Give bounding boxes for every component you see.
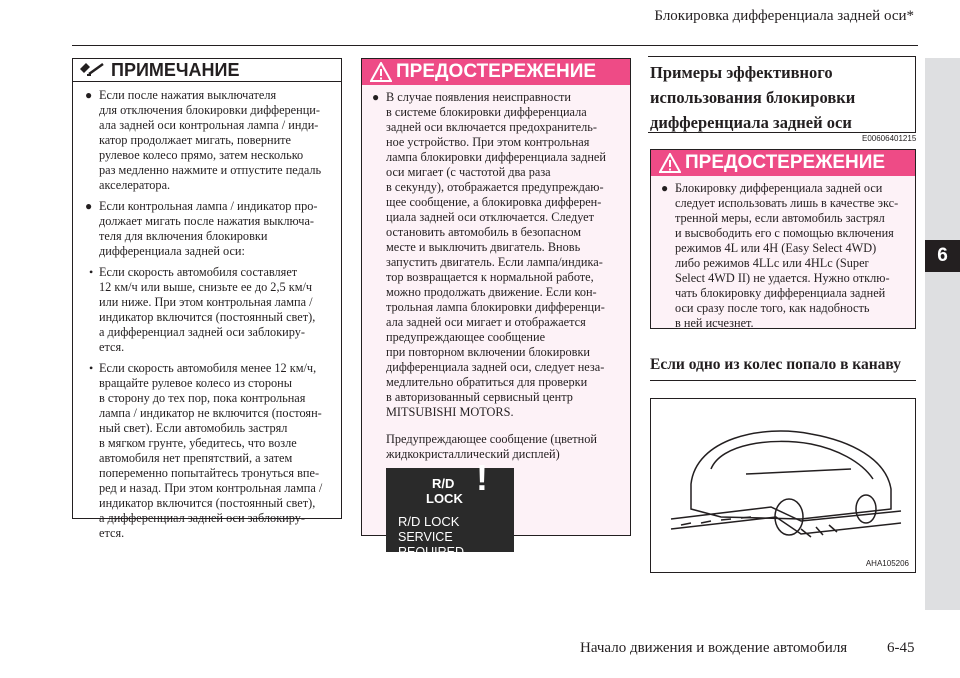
note-box bbox=[72, 58, 342, 540]
sub-bullet-dot: • bbox=[89, 361, 94, 375]
note-bullet bbox=[85, 88, 335, 193]
subsection-heading: Если одно из колес попало в канаву bbox=[650, 356, 902, 373]
display-caption: Предупреждающее сообщение (цветной жидкокристаллический дисплей) bbox=[386, 432, 597, 461]
display-line-rd: R/D bbox=[432, 476, 455, 491]
bullet-dot: ● bbox=[85, 199, 93, 213]
sub-bullet-dot: • bbox=[89, 265, 94, 279]
warning-body bbox=[651, 176, 915, 328]
note-header bbox=[73, 59, 341, 82]
figure-code: AHA105206 bbox=[865, 559, 909, 568]
note-subitem-text: Если скорость автомобиля составляет 12 км/ч или выше, снизьте ее до 2,5 км/ч или ниже. При этом контрольная лампа / индикатор включится (постоянный свет), а дифференциал задней оси заблокиру- ется. bbox=[99, 265, 316, 354]
section-code: E00606401215 bbox=[862, 134, 917, 143]
display-line-rdlock: R/D LOCK bbox=[398, 514, 460, 529]
warning-bullet-text: В случае появления неисправности в системе блокировки дифференциала задней оси включается предохранитель- ное устройство. При этом контрольная лампа блокировки дифференциала задней оси мигает (с частотой два раза в секунду), отображается предупреждаю- щее сообщение, а блокировка дифферен- циала задней оси отключается. Следует остановить автомобиль в безопасном месте и выключить двигатель. Вновь запустить двигатель. Если лампа/индика- тор возвращается к нормальной работе, можно продолжать движение. Если кон- трольная лампа блокировки дифференци- ала задней оси мигает и отображается предупреждающее сообщение при повторном включении блокировки дифференциала задней оси, следует неза- медлительно обратиться для проверки в авторизованный сервисный центр MITSUBISHI MOTORS. bbox=[386, 90, 606, 419]
section-rule-top bbox=[648, 56, 916, 57]
note-subitem-text: Если скорость автомобиля менее 12 км/ч, вращайте рулевое колесо из стороны в сторону до тех пор, пока контрольная лампа / индикатор не включится (постоян- ный свет). Если автомобиль застрял в мягком грунте, убедитесь, что возле автомобиля нет препятствий, а затем попеременно попытайтесь тронуться впе- ред и назад. При этом контрольная лампа / индикатор включится (постоянный свет), а дифференциал задней оси заблокиру- ется. bbox=[99, 361, 323, 540]
section-title: Примеры эффективного использования блокировки дифференциала задней оси bbox=[650, 63, 856, 132]
warning-bullet bbox=[372, 90, 624, 559]
pencil-note-icon bbox=[79, 60, 105, 81]
section-rule-side bbox=[915, 56, 916, 133]
warning-box-right bbox=[650, 149, 916, 329]
car-ditch-figure bbox=[650, 398, 916, 573]
warning-heading: ПРЕДОСТЕРЕЖЕНИЕ bbox=[685, 152, 886, 173]
page-number: 6-45 bbox=[887, 640, 915, 656]
warning-header bbox=[651, 150, 915, 176]
warning-display-image bbox=[386, 457, 514, 559]
running-header: Блокировка дифференциала задней оси* bbox=[654, 8, 914, 24]
bullet-dot: ● bbox=[372, 90, 380, 104]
note-subitem bbox=[85, 361, 335, 541]
chapter-sidebar bbox=[925, 58, 960, 610]
note-bullet bbox=[85, 199, 335, 259]
display-line-lock: LOCK bbox=[426, 491, 463, 506]
warning-header bbox=[362, 59, 630, 85]
section-rule-bottom bbox=[648, 132, 916, 133]
display-line-service: SERVICE REQUIRED bbox=[398, 530, 464, 559]
car-illustration bbox=[651, 399, 915, 549]
warning-bullet bbox=[661, 181, 909, 331]
note-bullet-text: Если после нажатия выключателя для отключения блокировки дифференци- ала задней оси контрольная лампа / инди- катор продолжает мигать, поверните рулевое колесо прямо, затем несколько раз медленно нажмите и отпустите педаль акселератора. bbox=[99, 88, 322, 192]
warning-body bbox=[362, 85, 630, 559]
note-bullet-text: Если контрольная лампа / индикатор про- должает мигать после нажатия выключа- теля для включения блокировки дифференциала задней оси: bbox=[99, 199, 318, 258]
warning-bullet-text: Блокировку дифференциала задней оси следует использовать лишь в качестве экс- тренной меры, если автомобиль застрял и высвободить его с помощью включения режимов 4L или 4H (Easy Select 4WD) либо режимов 4LLc или 4HLc (Super Select 4WD II) не удается. Нужно отклю- чать блокировку дифференциала задней оси сразу после того, как надобность в ней исчезнет. bbox=[675, 181, 899, 330]
footer-chapter: Начало движения и вождение автомобиля bbox=[580, 640, 848, 656]
note-subitem bbox=[85, 265, 335, 355]
warning-box-middle bbox=[361, 58, 631, 559]
bullet-dot: ● bbox=[85, 88, 93, 102]
warning-triangle-icon bbox=[659, 153, 685, 173]
warning-heading: ПРЕДОСТЕРЕЖЕНИЕ bbox=[396, 61, 597, 82]
bullet-dot: ● bbox=[661, 181, 669, 195]
chapter-tab[interactable]: 6 bbox=[925, 240, 960, 272]
subsection-rule bbox=[650, 380, 916, 381]
warning-triangle-icon bbox=[370, 62, 396, 82]
display-exclamation: ! bbox=[476, 457, 488, 498]
note-heading: ПРИМЕЧАНИЕ bbox=[111, 59, 240, 80]
header-divider bbox=[72, 45, 918, 46]
